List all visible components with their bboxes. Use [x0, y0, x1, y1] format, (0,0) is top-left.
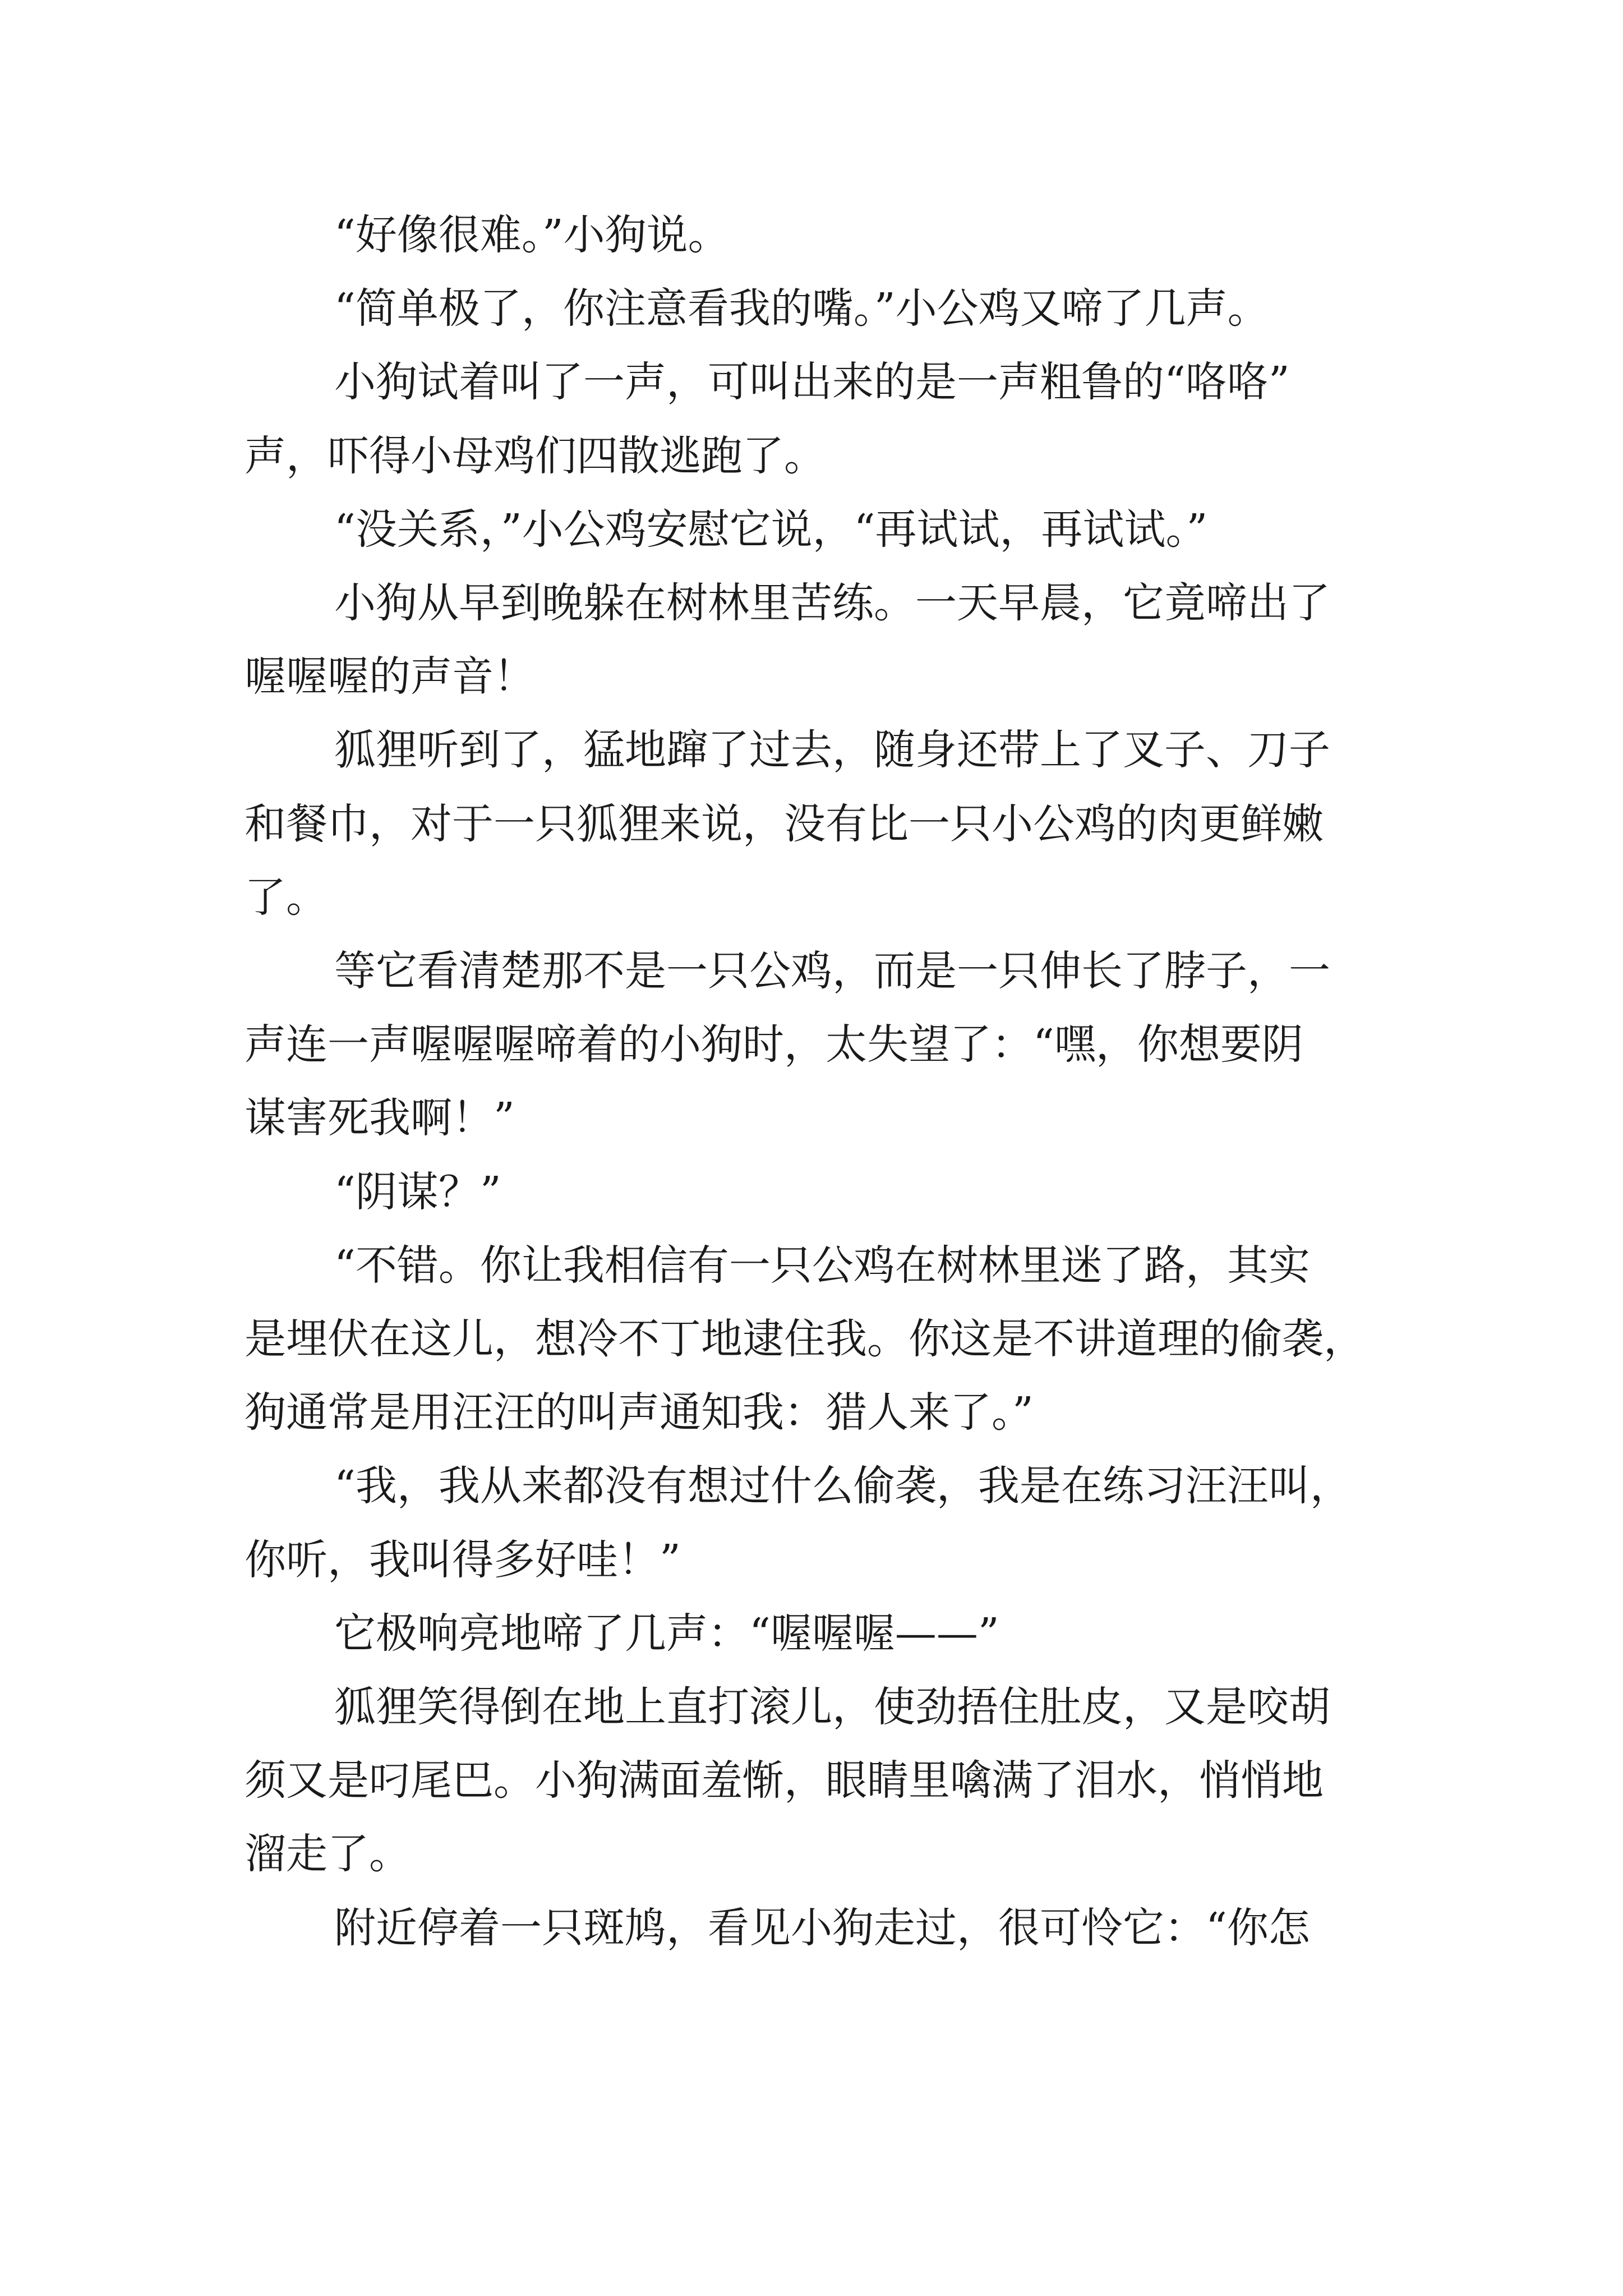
- text-line: 喔喔喔的声音！: [245, 652, 535, 701]
- text-line: “好像很难。”小狗说。: [334, 211, 730, 259]
- text-line: 等它看清楚那不是一只公鸡，而是一只伸长了脖子，一: [334, 947, 1330, 995]
- text-line: “不错。你让我相信有一只公鸡在树林里迷了路，其实: [334, 1241, 1310, 1290]
- text-line: 狐狸笑得倒在地上直打滚儿，使劲捂住肚皮，又是咬胡: [334, 1683, 1330, 1731]
- text-line: “简单极了，你注意看我的嘴。”小公鸡又啼了几声。: [334, 284, 1269, 333]
- text-line: 狗通常是用汪汪的叫声通知我：猎人来了。”: [245, 1388, 1034, 1437]
- text-line: “阴谋？”: [334, 1167, 501, 1216]
- text-line: 了。: [245, 873, 328, 922]
- text-line: 小狗从早到晚躲在树林里苦练。一天早晨，它竟啼出了: [334, 579, 1330, 627]
- text-line: 须又是叼尾巴。小狗满面羞惭，眼睛里噙满了泪水，悄悄地: [245, 1756, 1324, 1805]
- text-line: 它极响亮地啼了几声：“喔喔喔——”: [334, 1609, 999, 1658]
- text-line: 谋害死我啊！”: [245, 1094, 515, 1143]
- text-line: 狐狸听到了，猛地蹿了过去，随身还带上了叉子、刀子: [334, 726, 1330, 775]
- text-line: “没关系，”小公鸡安慰它说，“再试试，再试试。”: [334, 505, 1208, 554]
- text-line: 你听，我叫得多好哇！”: [245, 1535, 681, 1584]
- text-line: “我，我从来都没有想过什么偷袭，我是在练习汪汪叫，: [334, 1462, 1352, 1511]
- text-line: 附近停着一只斑鸠，看见小狗走过，很可怜它：“你怎: [334, 1903, 1310, 1952]
- text-line: 和餐巾，对于一只狐狸来说，没有比一只小公鸡的肉更鲜嫩: [245, 799, 1324, 848]
- text-line: 是埋伏在这儿，想冷不丁地逮住我。你这是不讲道理的偷袭，: [245, 1315, 1365, 1363]
- text-line: 声连一声喔喔喔啼着的小狗时，太失望了：“嘿，你想要阴: [245, 1020, 1303, 1069]
- text-line: 小狗试着叫了一声，可叫出来的是一声粗鲁的“咯咯”: [334, 358, 1290, 407]
- text-line: 声，吓得小母鸡们四散逃跑了。: [245, 431, 826, 480]
- text-line: 溜走了。: [245, 1830, 411, 1879]
